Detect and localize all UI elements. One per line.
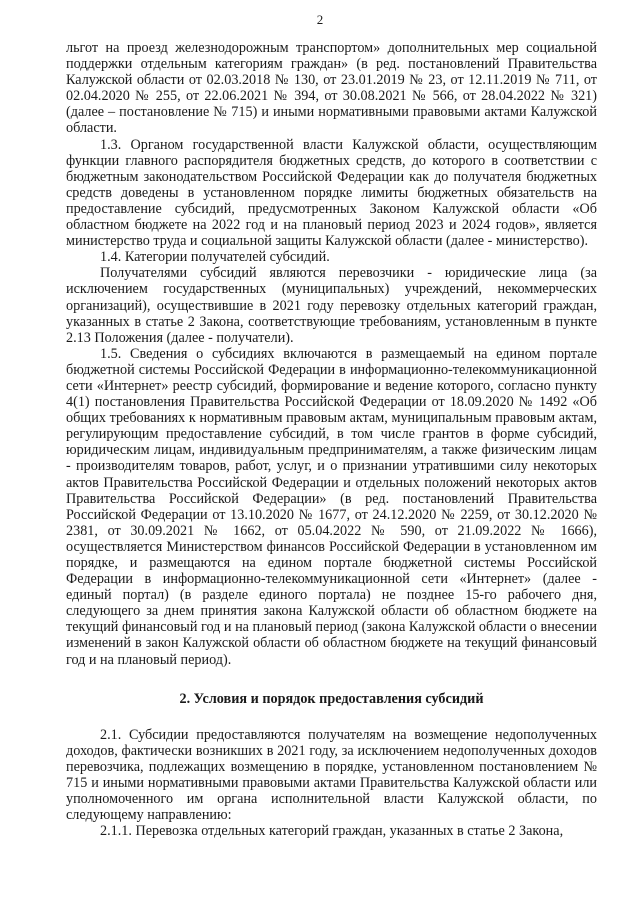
paragraph-1-3: 1.3. Органом государственной власти Калужской области, осуществляющим функции главного распорядителя бюджетных средств, до которого в соответствии с бюджетным законодательством Российской Федерации как до получателя бюджетных средств доведены в установленном порядке лимиты бюджетных обязательств на предоставление субсидий, предусмотренных Законом Калужской области «Об областном бюджете на 2022 год и на плановый период 2023 и 2024 годов», является министерство труда и социальной защиты Калужской области (далее - министерство). [66, 136, 597, 250]
paragraph-recipients: Получателями субсидий являются перевозчики - юридические лица (за исключением государственных (муниципальных) учреждений, некоммерческих организаций), осуществившие в 2021 году перевозку отдельных категорий граждан, указанных в статье 2 Закона, соответствующие требованиям, установленным в пункте 2.13 Положения (далее - получатели). [66, 265, 597, 346]
document-body [66, 40, 597, 839]
section-heading-2: 2. Условия и порядок предоставления субсидий [179, 690, 484, 707]
paragraph-1-4: 1.4. Категории получателей субсидий. [100, 249, 330, 266]
paragraph-continuation: льгот на проезд железнодорожным транспортом» дополнительных мер социальной поддержки отдельным категориям граждан» (в ред. постановлений Правительства Калужской области от 02.03.2018 № 130, от 23.01.2019 № 23, от 12.11.2019 № 711, от 02.04.2020 № 255, от 22.06.2021 № 394, от 30.08.2021 № 566, от 28.04.2022 № 321) (далее – постановление № 715) и иными нормативными правовыми актами Калужской области. [66, 40, 597, 137]
page-number: 2 [316, 12, 324, 27]
paragraph-2-1: 2.1. Субсидии предоставляются получателям на возмещение недополученных доходов, фактически возникших в 2021 году, за исключением недополученных доходов перевозчика, подлежащих возмещению в порядке, установленном постановлением № 715 и иными нормативными правовыми актами Правительства Калужской области или уполномоченного им органа исполнительной власти Калужской области, по следующему направлению: [66, 726, 597, 824]
paragraph-2-1-1: 2.1.1. Перевозка отдельных категорий граждан, указанных в статье 2 Закона, [100, 823, 564, 840]
paragraph-1-5: 1.5. Сведения о субсидиях включаются в размещаемый на едином портале бюджетной системы Российской Федерации в информационно-телекоммуникационной сети «Интернет» реестр субсидий, формирование и ведение которого, согласно пункту 4(1) постановления Правительства Российской Федерации от 18.09.2020 № 1492 «Об общих требованиях к нормативным правовым актам, муниципальным правовым актам, регулирующим предоставление субсидий, в том числе грантов в форме субсидий, юридическим лицам, индивидуальным предпринимателям, а также физическим лицам - производителям товаров, работ, услуг, и о признании утратившими силу некоторых актов Правительства Российской Федерации и отдельных положений некоторых актов Правительства Российской Федерации» (в ред. постановлений Правительства Российской Федерации от 13.10.2020 № 1677, от 24.12.2020 № 2259, от 30.12.2020 № 2381, от 30.09.2021 № 1662, от 05.04.2022 № 590, от 21.09.2022 № 1666), осуществляется Министерством финансов Российской Федерации в установленном им порядке, и размещаются на едином портале бюджетной системы Российской Федерации в информационно-телекоммуникационной сети «Интернет» (далее - единый портал) (в разделе единого портала) не позднее 15-го рабочего дня, следующего за днем принятия закона Калужской области об областном бюджете на текущий финансовый год и на плановый период (закона Калужской области о внесении изменений в закон Калужской области об областном бюджете на текущий финансовый год и на плановый период). [66, 345, 597, 668]
